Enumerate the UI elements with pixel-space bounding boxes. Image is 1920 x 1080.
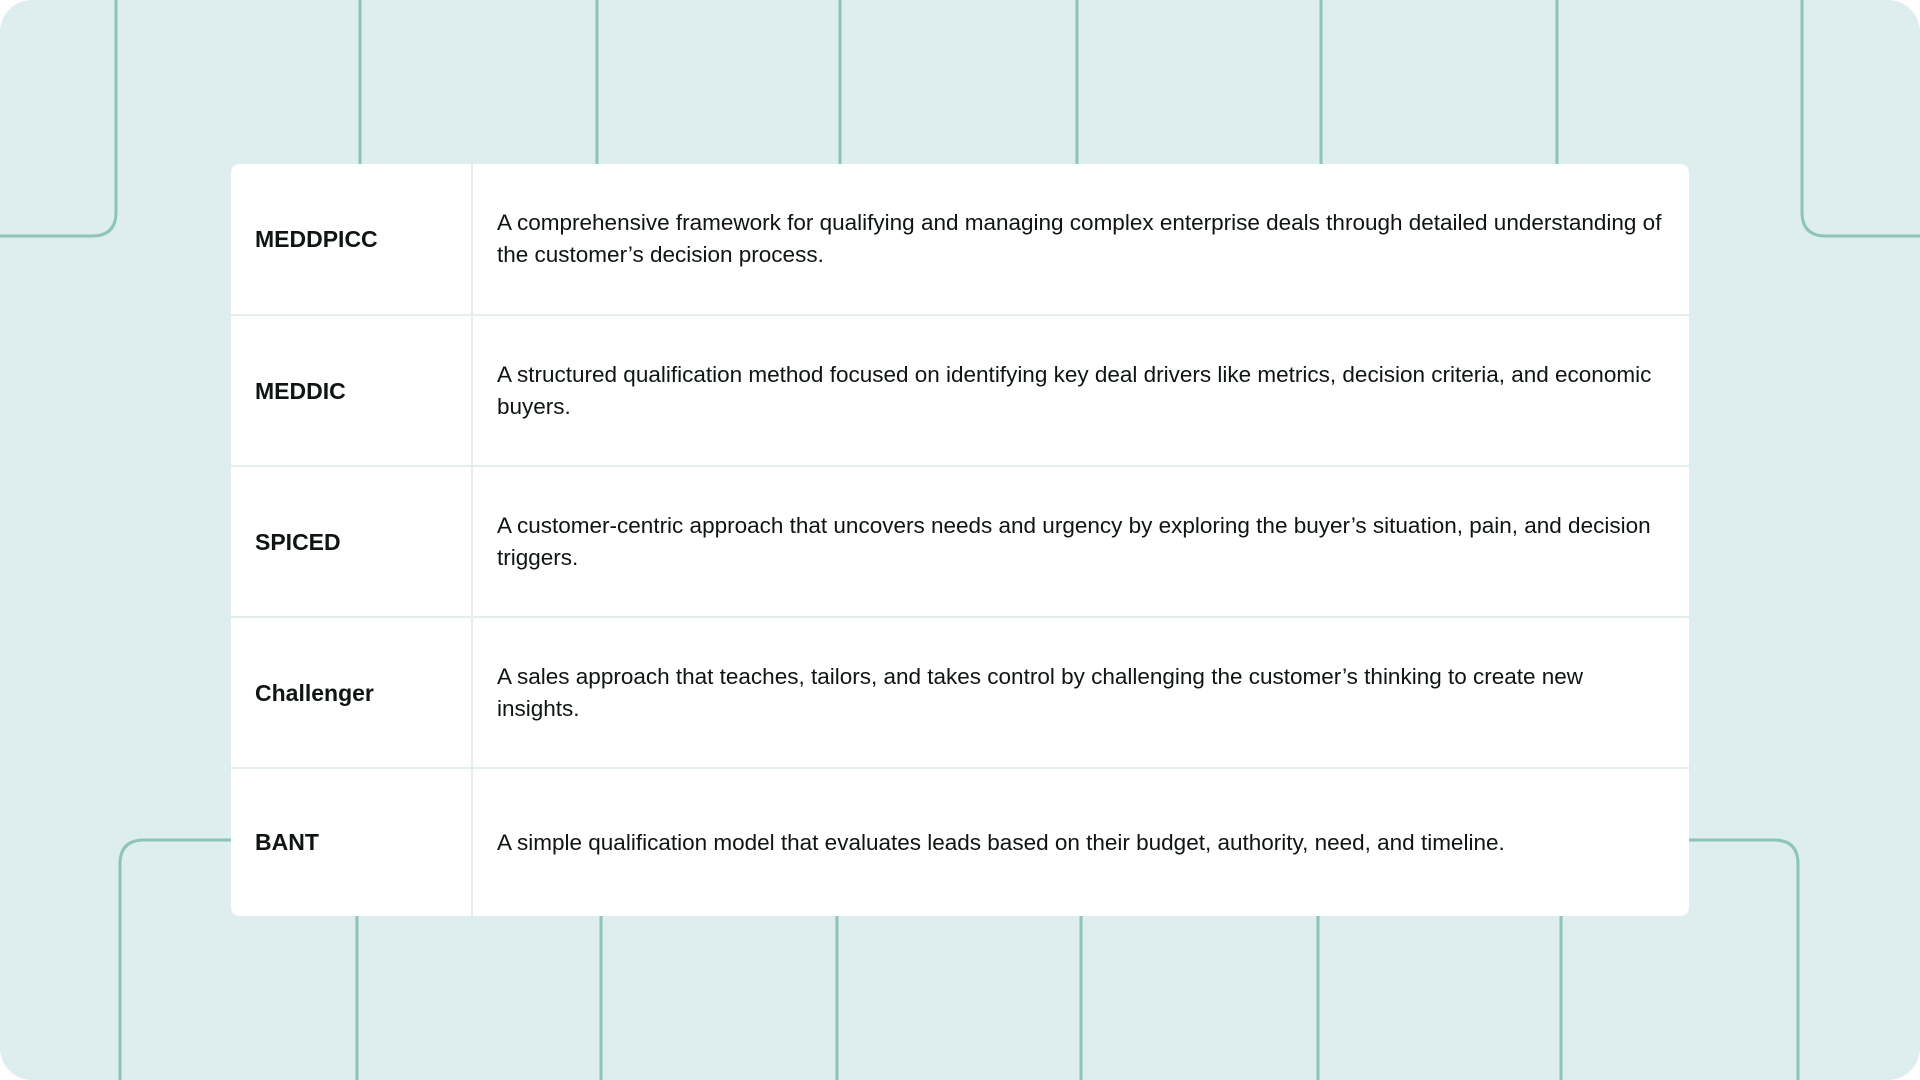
framework-name: SPICED <box>255 528 341 555</box>
corner-line-top-right <box>1802 0 1920 236</box>
framework-name: MEDDIC <box>255 377 346 404</box>
table-row <box>231 164 1689 314</box>
table-row <box>231 769 1689 916</box>
frameworks-table <box>231 164 1689 916</box>
table-row <box>231 618 1689 768</box>
framework-name: BANT <box>255 829 319 855</box>
column-divider <box>471 164 473 916</box>
corner-line-top-left <box>0 0 116 236</box>
framework-name: Challenger <box>255 679 374 706</box>
framework-description: A comprehensive framework for qualifying and managing complex enterprise deals through detailed understanding of the customer’s decision process. <box>497 210 1662 267</box>
framework-name: MEDDPICC <box>255 225 378 252</box>
table-row <box>231 467 1689 617</box>
framework-description: A sales approach that teaches, tailors, and takes control by challenging the customer’s thinking to create new insights. <box>497 664 1584 721</box>
corner-line-bottom-right <box>1680 840 1798 1080</box>
corner-line-bottom-left <box>120 840 240 1080</box>
framework-description: A simple qualification model that evaluates leads based on their budget, authority, need, and timeline. <box>497 829 1505 855</box>
framework-description: A structured qualification method focused on identifying key deal drivers like metrics, decision criteria, and economic buyers. <box>497 362 1652 419</box>
table-row <box>231 316 1689 466</box>
framework-description: A customer-centric approach that uncovers needs and urgency by exploring the buyer’s situation, pain, and decision triggers. <box>497 513 1651 570</box>
